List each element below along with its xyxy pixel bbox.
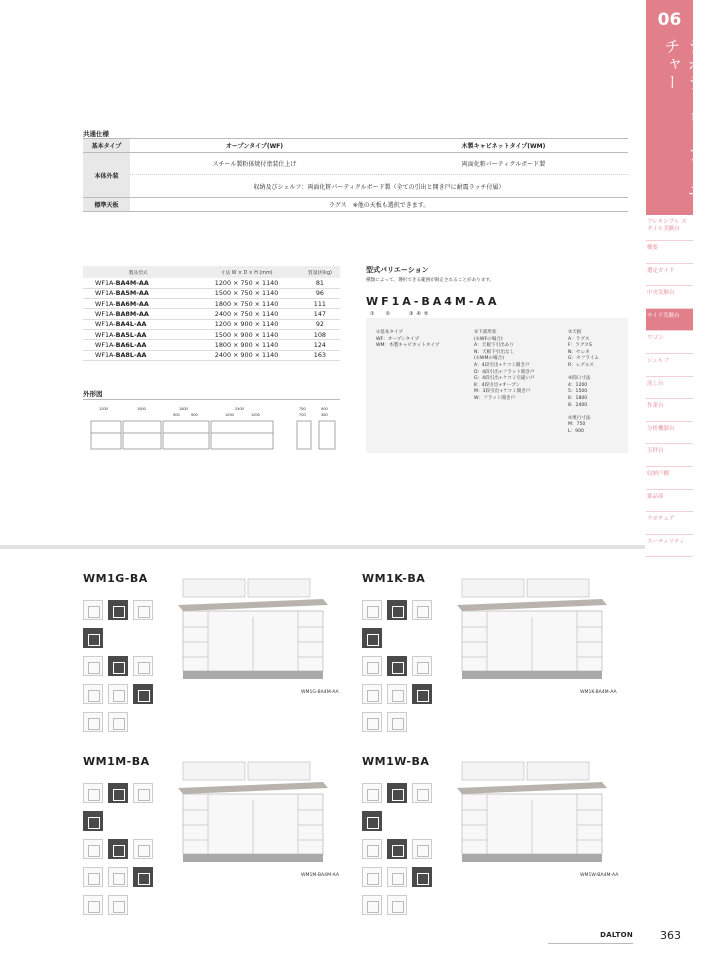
model-suffix: BA4L-AA [115,320,147,329]
variation-line: A：天板下引出あり [474,343,514,349]
option-icon [367,817,379,829]
variation-box [366,318,628,453]
variation-line: F：ラグスS [568,343,592,349]
table-row [83,340,340,350]
chapter-number: 06 [657,10,682,30]
variation-col-basic [376,330,439,350]
nav-item[interactable]: 選定ガイド [646,264,693,287]
variation-marks: ① ② ③④⑤ [370,311,432,317]
spec-top-label: 標準天板 [83,198,130,212]
model-prefix: WF1A- [95,351,116,360]
variation-line: D：4段引出+フラット開き戸 [474,369,535,375]
option-thumbnail [412,684,432,704]
option-thumbnail [362,600,382,620]
option-icon [113,845,125,857]
option-thumbnail [362,811,382,831]
option-thumbnail [362,628,382,648]
nav-item[interactable]: シェルフ [646,354,693,377]
option-thumbnail [83,783,103,803]
model-code [83,288,193,298]
product-image [178,760,328,865]
option-icon [367,718,379,730]
table-row [83,288,340,298]
option-icon [88,718,100,730]
model-prefix: WF1A- [95,310,116,319]
model-code [83,329,193,339]
option-thumbnail [387,839,407,859]
option-icon [88,817,100,829]
table-row [83,350,340,360]
variation-line: 4：1200 [568,382,588,388]
option-icon [417,845,429,857]
table-row [83,278,340,288]
option-icon [88,690,100,702]
option-icon [138,606,150,618]
variation-line: (①WFの場合) [474,336,503,342]
option-icon [88,662,100,674]
option-icon [367,662,379,674]
option-thumbnail [108,656,128,676]
variation-line: G：4段引出+ケコミ引違い戸 [474,376,535,382]
section-divider [0,545,645,549]
option-icon [138,789,150,801]
option-icon [88,845,100,857]
nav-item[interactable]: 薬品庫 [646,490,693,513]
option-thumbnail [412,656,432,676]
model-prefix: WF1A- [95,278,116,287]
variation-line: G：セフライム [568,356,599,362]
model-suffix: BA4M-AA [115,278,149,287]
nav-item[interactable]: 流し台 [646,377,693,400]
model-size: 1800 × 750 × 1140 [193,299,300,309]
model-size: 1800 × 900 × 1140 [193,340,300,350]
option-thumbnail [133,839,153,859]
option-thumbnail [362,839,382,859]
option-icon [113,901,125,913]
option-icon [88,789,100,801]
model-mass: 92 [300,319,340,329]
spec-basic-open: オープンタイプ(WF) [130,139,379,153]
model-code [83,309,193,319]
product-image [178,577,328,682]
nav-item[interactable]: ラボチェア [646,512,693,535]
option-thumbnail [108,600,128,620]
option-thumbnail [83,712,103,732]
option-icon [367,845,379,857]
variation-line: N：セレネ [568,349,590,355]
page-number: 363 [660,929,681,942]
chapter-tab [646,0,704,215]
option-icon [367,901,379,913]
brand-logo: DALTON [600,931,633,939]
dim-750: 750 [299,406,306,411]
option-icon [113,873,125,885]
nav-item[interactable]: 作業台 [646,399,693,422]
option-thumbnail [412,600,432,620]
option-thumbnail [108,867,128,887]
model-code [83,299,193,309]
model-header: 質量(約kg) [300,266,340,278]
nav-item[interactable]: フレキシブル スタイル実験台 [646,215,693,241]
table-row [83,309,340,319]
spec-basic-wood: 木製キャビネットタイプ(WM) [379,139,628,153]
dim-900: 900 [321,406,328,411]
option-icon [392,845,404,857]
option-icon [392,873,404,885]
model-mass: 111 [300,299,340,309]
option-thumbnail [133,600,153,620]
product-name: WM1W-BA [362,755,430,768]
option-thumbnail [108,712,128,732]
dim-1800: 1800 [179,406,188,411]
variation-line: 5：1500 [568,389,588,395]
option-icon [138,690,150,702]
option-icon [113,718,125,730]
variation-line: 8：2400 [568,402,588,408]
product-code: WM1G-BA4M-AA [301,690,339,695]
variation-line: N：天板下引出なし [474,349,515,355]
option-thumbnail [133,867,153,887]
model-prefix: WF1A- [95,289,116,298]
model-mass: 96 [300,288,340,298]
variation-line: ②下部形状 [474,330,497,335]
dim-sub-900a: 900 [173,412,180,417]
option-icon [417,606,429,618]
spec-body-open: スチール製粉体焼付塗装仕上げ [130,153,379,175]
variation-title: 型式バリエーション [366,266,429,274]
model-mass: 81 [300,278,340,288]
variation-line: W：フラット開き戸 [474,395,516,401]
option-thumbnail [362,656,382,676]
option-thumbnail [387,684,407,704]
model-size: 2400 × 900 × 1140 [193,350,300,360]
variation-line: K：4段引出+オープン [474,382,521,388]
model-size: 1500 × 750 × 1140 [193,288,300,298]
variation-line: R：レグルス [568,362,594,368]
model-code [83,319,193,329]
variation-line: WM：木製キャビネットタイプ [376,343,440,349]
product-code: WM1M-BA4M-AA [301,873,340,878]
chapter-nav [646,215,693,557]
option-thumbnail [362,783,382,803]
option-icon [392,662,404,674]
product-name: WM1M-BA [83,755,150,768]
option-thumbnail [83,811,103,831]
model-mass: 163 [300,350,340,360]
dim-sub-1200a: 1200 [225,412,234,417]
model-prefix: WF1A- [95,299,116,308]
option-thumbnail [387,712,407,732]
option-thumbnail [108,783,128,803]
model-code [83,278,193,288]
model-suffix: BA8M-AA [115,310,149,319]
model-prefix: WF1A- [95,330,116,339]
dim-sub-900b: 900 [191,412,198,417]
option-icon [392,690,404,702]
nav-item[interactable]: 概要 [646,241,693,264]
product-code: WM1W-BA4M-AA [580,873,619,878]
variation-line: A：4段引出+ケコミ開き戸 [474,362,530,368]
model-suffix: BA5L-AA [115,330,147,339]
option-thumbnail [108,684,128,704]
option-thumbnail [387,895,407,915]
option-icon [367,690,379,702]
outline-rule [83,399,340,400]
model-suffix: BA5M-AA [115,289,149,298]
option-icon [113,662,125,674]
chapter-sidebar [646,0,704,960]
variation-col-top [568,330,599,436]
variation-col-lower [474,330,535,403]
option-icon [138,662,150,674]
option-thumbnail [108,895,128,915]
model-code [83,340,193,350]
nav-item[interactable]: 天秤台 [646,444,693,467]
spec-top-value: ラグス ※他の天板も選択できます。 [130,198,628,212]
option-icon [392,606,404,618]
option-icon [367,873,379,885]
variation-line: A：ラグス [568,336,590,342]
nav-item[interactable]: ワゴン [646,331,693,354]
table-row [83,319,340,329]
option-icon [367,634,379,646]
spec-body-label: 本体外装 [83,153,130,198]
option-thumbnail [412,867,432,887]
option-icon [88,873,100,885]
option-thumbnail [362,684,382,704]
footer-rule [548,943,633,944]
product-code: WM1K-BA4M-AA [580,690,617,695]
model-prefix: WF1A- [95,340,116,349]
variation-line: M：750 [568,422,586,428]
outline-title: 外形図 [83,390,103,398]
option-thumbnail [83,867,103,887]
option-thumbnail [412,839,432,859]
dim-1500: 1500 [137,406,146,411]
option-thumbnail [362,895,382,915]
dim-1200: 1200 [99,406,108,411]
option-icon [113,789,125,801]
option-icon [88,606,100,618]
spec-table [83,138,628,212]
product-name: WM1K-BA [362,572,426,585]
model-table [83,266,340,361]
option-icon [138,873,150,885]
variation-line: WF：オープンタイプ [376,336,420,342]
option-thumbnail [362,867,382,887]
chapter-title: ラボラトリーファニチャー [662,38,704,200]
option-icon [392,718,404,730]
outline-drawings [83,403,345,463]
nav-item[interactable]: ユーティリティ [646,535,693,558]
model-prefix: WF1A- [95,320,116,329]
option-icon [138,845,150,857]
option-thumbnail [83,839,103,859]
variation-line: ③天板 [568,330,582,335]
dim-sub-1200b: 1200 [251,412,260,417]
variation-line [568,409,599,416]
variation-desc: 種類によって、選択できる範囲が限定されることがあります。 [366,278,495,283]
option-thumbnail [83,628,103,648]
dim-sub-350: 350 [321,412,328,417]
option-icon [113,690,125,702]
option-icon [392,789,404,801]
variation-line: 6：1800 [568,395,588,401]
option-thumbnail [387,600,407,620]
model-mass: 124 [300,340,340,350]
option-thumbnail [83,600,103,620]
model-header: 製品型式 [83,266,193,278]
model-size: 2400 × 750 × 1140 [193,309,300,319]
model-code [83,350,193,360]
product-image [457,760,607,865]
option-thumbnail [387,783,407,803]
model-suffix: BA8L-AA [115,351,147,360]
option-icon [367,789,379,801]
model-suffix: BA6M-AA [115,299,149,308]
nav-item[interactable]: サイド実験台 [646,309,693,332]
spec-body-wood: 両面化粧パーティクルボード製 [379,153,628,175]
variation-line: ④間口寸法 [568,376,591,382]
product-name: WM1G-BA [83,572,148,585]
model-mass: 108 [300,329,340,339]
table-row [83,329,340,339]
model-size: 1200 × 900 × 1140 [193,319,300,329]
spec-basic-label: 基本タイプ [83,139,130,153]
model-mass: 147 [300,309,340,319]
variation-line: ①基本タイプ [376,330,403,335]
option-icon [417,690,429,702]
option-icon [417,789,429,801]
option-icon [417,873,429,885]
model-size: 1500 × 900 × 1140 [193,329,300,339]
spec-title: 共通仕様 [83,130,109,138]
variation-code: WF1A-BA4M-AA [366,295,500,308]
option-thumbnail [83,684,103,704]
option-icon [367,606,379,618]
product-image [457,577,607,682]
option-thumbnail [387,656,407,676]
option-thumbnail [362,712,382,732]
dim-2400: 2400 [235,406,244,411]
option-icon [88,634,100,646]
variation-line: ⑤奥行寸法 [568,415,591,421]
nav-item[interactable]: 中央実験台 [646,286,693,309]
option-thumbnail [83,656,103,676]
model-header: 寸法 W × D × H (mm) [193,266,300,278]
option-thumbnail [133,684,153,704]
option-thumbnail [412,783,432,803]
model-suffix: BA6L-AA [115,340,147,349]
variation-line: (①WMの場合) [474,356,504,362]
option-thumbnail [133,783,153,803]
dim-sub-700: 700 [299,412,306,417]
option-thumbnail [133,656,153,676]
spec-body-storage: 収納及びシェルフ：両面化粧パーティクルボード製（全ての引出と開き戸に耐震ラッチ付属） [130,175,628,198]
nav-item[interactable]: 分析機器台 [646,422,693,445]
option-thumbnail [83,895,103,915]
option-thumbnail [387,867,407,887]
option-icon [88,901,100,913]
variation-line: L：900 [568,428,584,434]
variation-line: M：3段引出+ケコミ開き戸 [474,389,531,395]
table-row [83,299,340,309]
option-icon [417,662,429,674]
nav-item[interactable]: 収納戸棚 [646,467,693,490]
option-icon [113,606,125,618]
model-size: 1200 × 750 × 1140 [193,278,300,288]
option-icon [392,901,404,913]
option-thumbnail [108,839,128,859]
